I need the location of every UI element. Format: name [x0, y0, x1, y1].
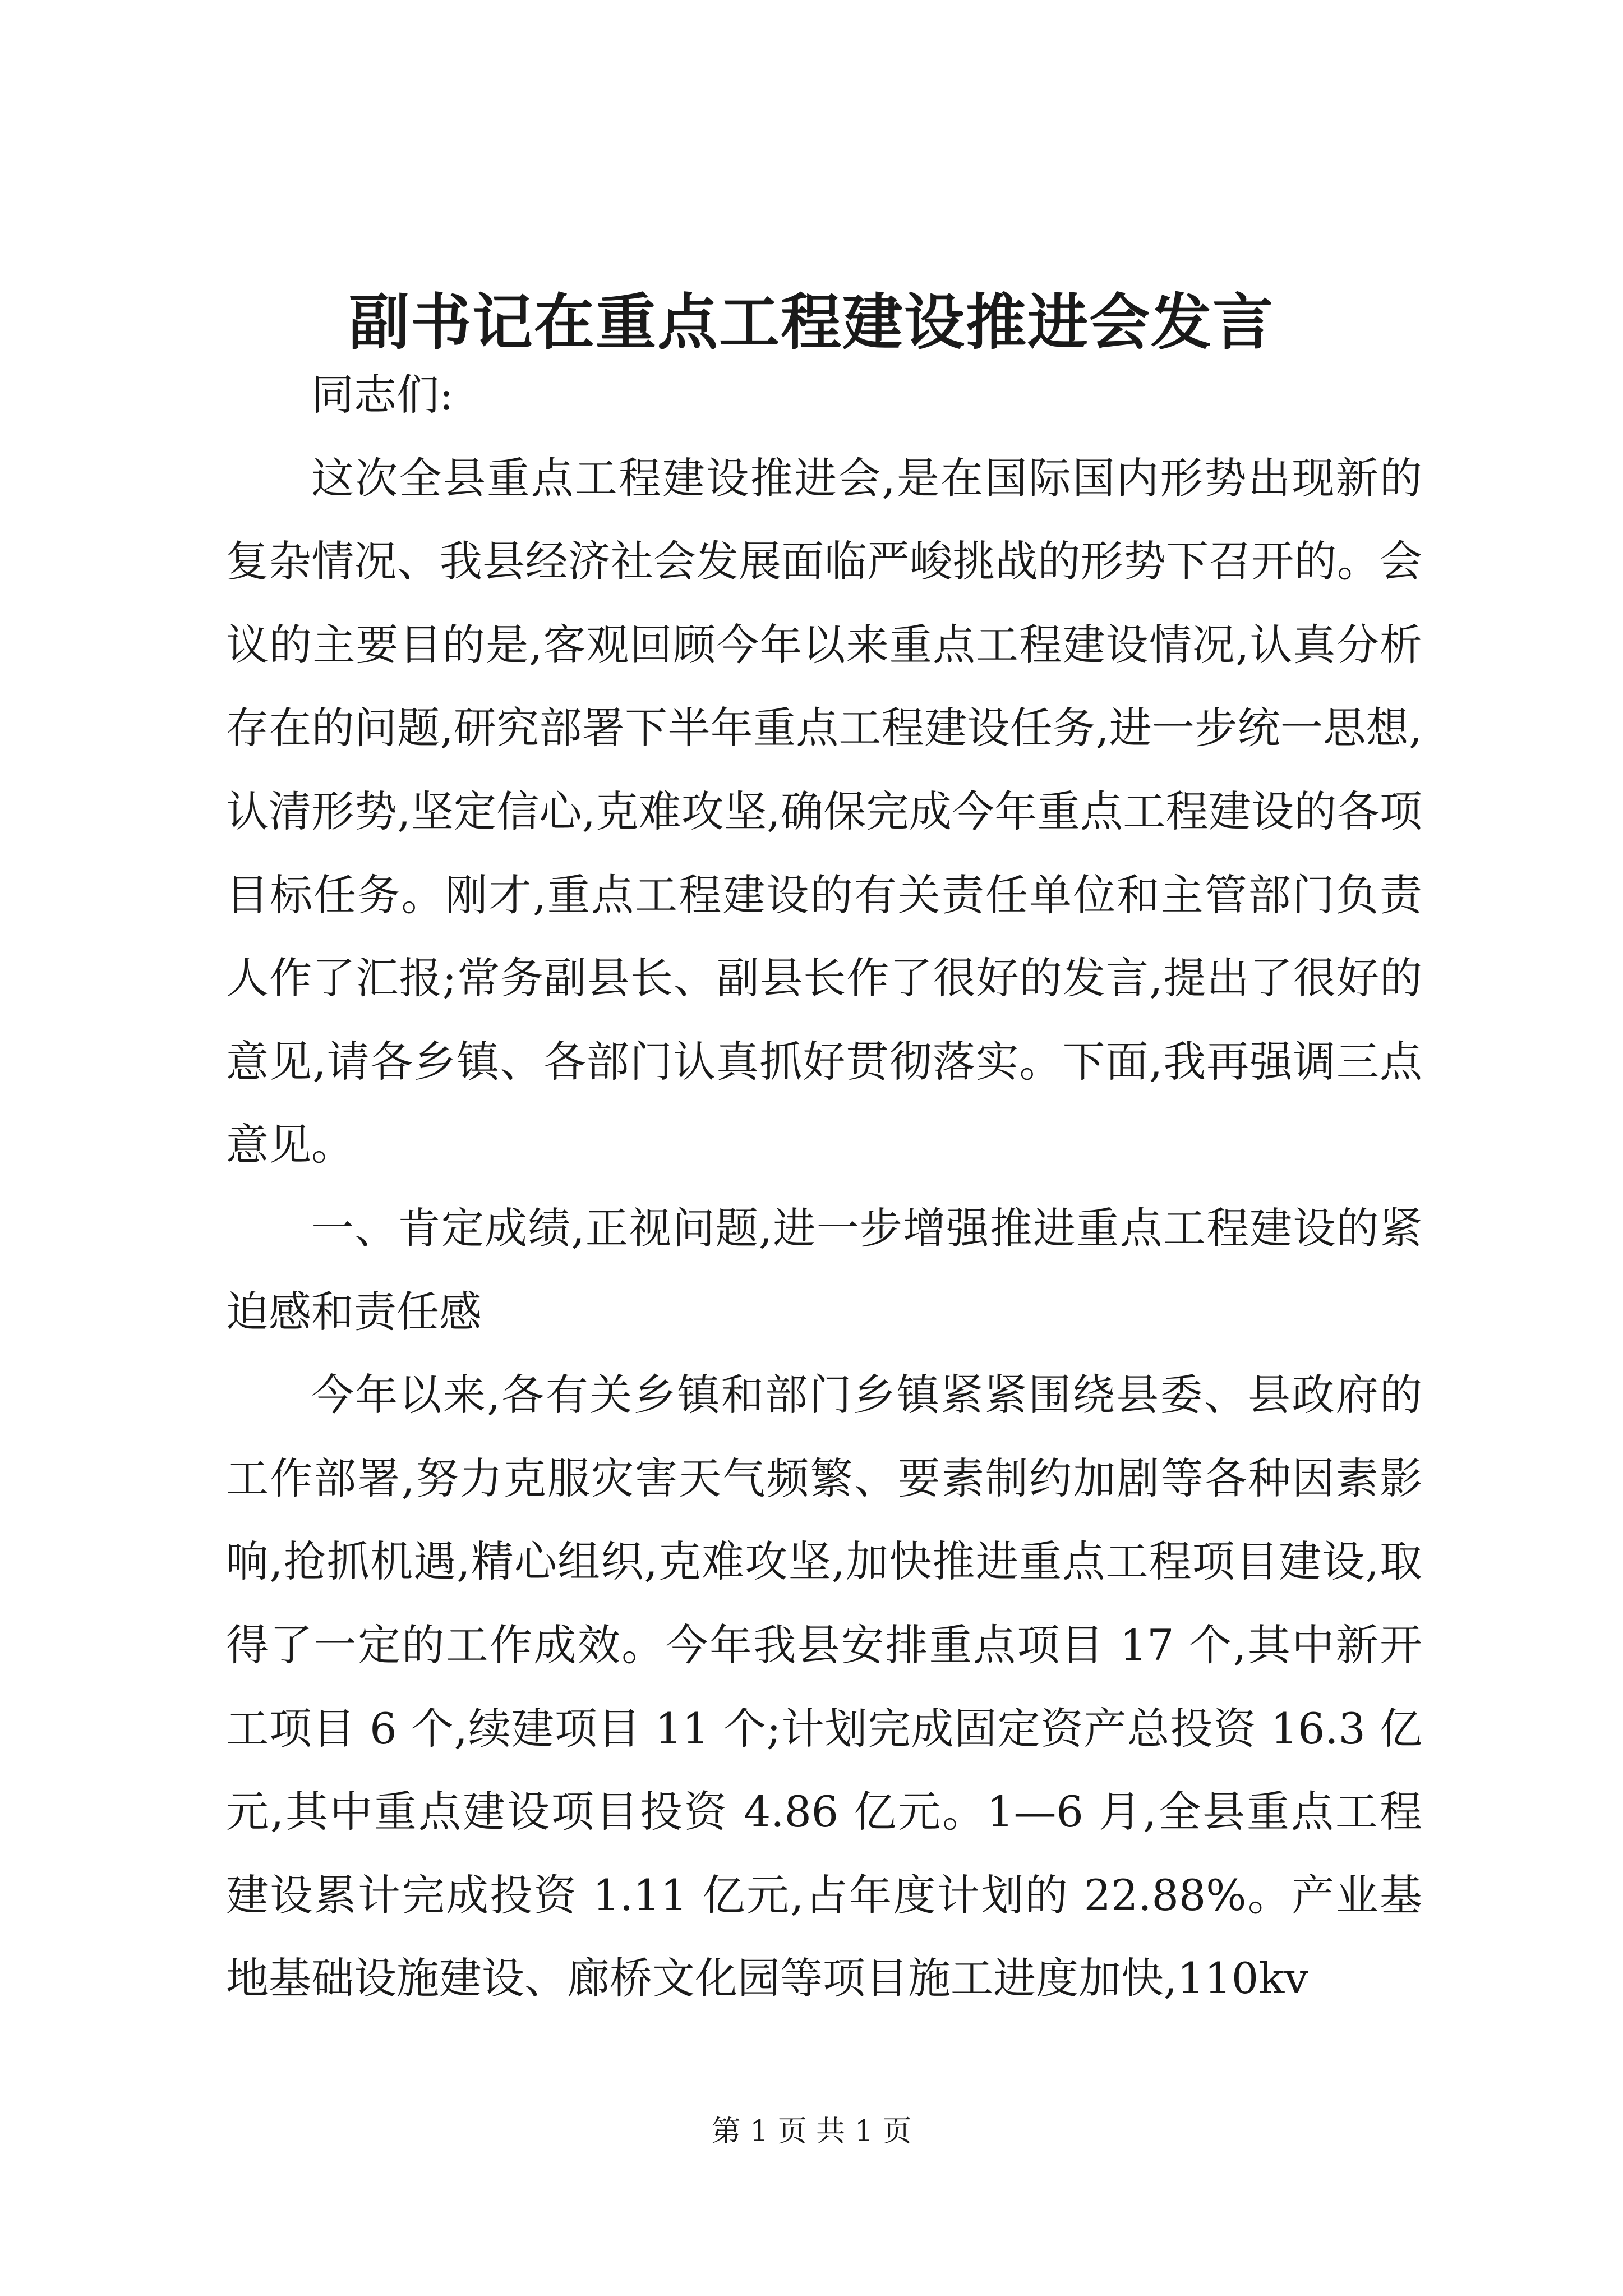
intro-paragraph: 这次全县重点工程建设推进会,是在国际国内形势出现新的复杂情况、我县经济社会发展面临严峻挑战的形势下召开的。会议的主要目的是,客观回顾今年以来重点工程建设情况,认真分析存在的问题,研究部署下半年重点工程建设任务,进一步统一思想,认清形势,坚定信心,克难攻坚,确保完成今年重点工程建设的各项目标任务。刚才,重点工程建设的有关责任单位和主管部门负责人作了汇报;常务副县长、副县长作了很好的发言,提出了很好的意见,请各乡镇、各部门认真抓好贯彻落实。下面,我再强调三点意见。 — [226, 453, 1422, 1170]
salutation-paragraph: 同志们: — [311, 370, 454, 420]
document-title: 副书记在重点工程建设推进会发言 — [348, 287, 1274, 358]
achievements-paragraph: 今年以来,各有关乡镇和部门乡镇紧紧围绕县委、县政府的工作部署,努力克服灾害天气频繁、要素制约加剧等各种因素影响,抢抓机遇,精心组织,克难攻坚,加快推进重点工程项目建设,取得了一定的工作成效。今年我县安排重点项目 17 个,其中新开工项目 6 个,续建项目 11 个;计划完成固定资产总投资 16.3 亿元,其中重点建设项目投资 4.86 亿元。1—6 月,全县重点工程建设累计完成投资 1.11 亿元,占年度计划的 22.88%。产业基地基础设施建设、廊桥文化园等项目施工进度加快,110kv — [226, 1370, 1422, 2004]
page-footer: 第 1 页 共 1 页 — [711, 2115, 912, 2148]
section-heading-paragraph: 一、肯定成绩,正视问题,进一步增强推进重点工程建设的紧迫感和责任感 — [226, 1203, 1422, 1337]
document-body — [226, 353, 1422, 2021]
